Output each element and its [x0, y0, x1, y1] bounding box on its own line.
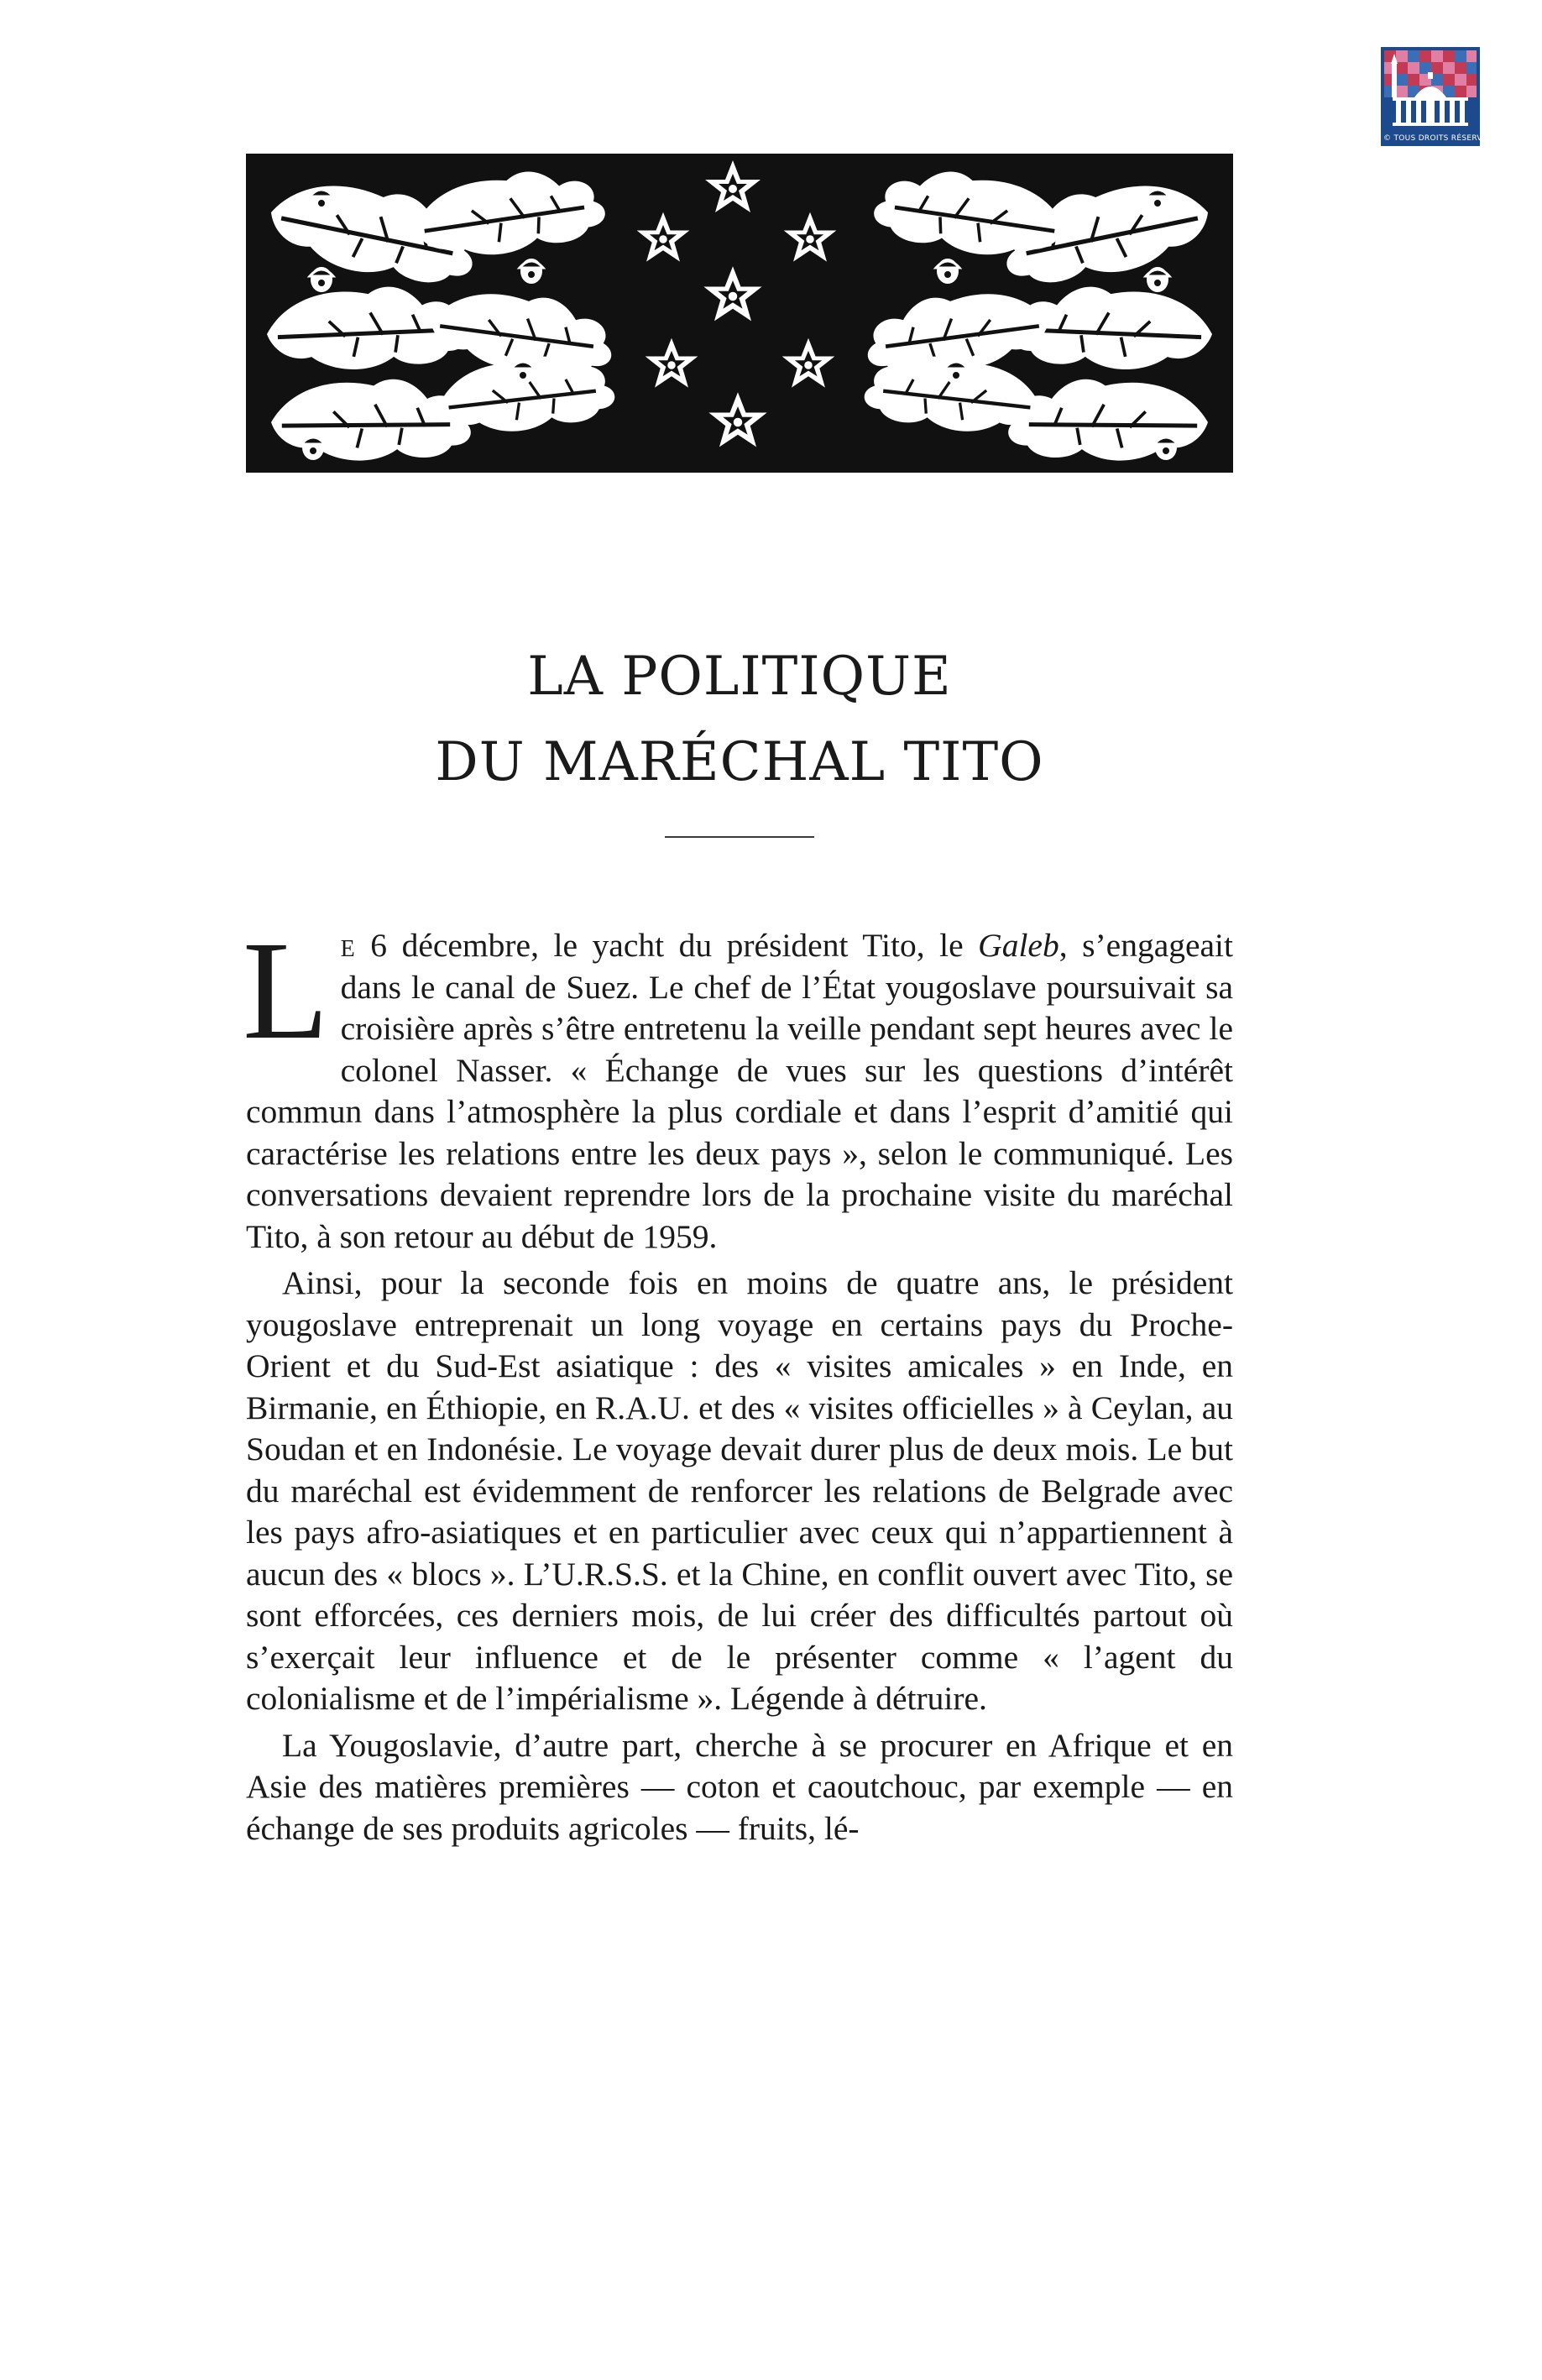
article-title	[246, 634, 1233, 805]
oak-leaves-and-stars-ornament-icon	[246, 154, 1233, 473]
yacht-name: Galeb	[978, 927, 1059, 964]
paragraph-2: Ainsi, pour la seconde fois en moins de quatre ans, le président yougoslave entreprenait un long voyage en certains pays du Proche-Orient et du Sud-Est asiatique : des « visites amicales » en Inde, en Birmanie, en Éthiopie, en R.A.U. et des « visites officielles » à Ceylan, au Soudan et en Indonésie. Le voyage devait durer plus de deux mois. Le but du maréchal est évidemment de renforcer les relations de Belgrade avec les pays afro-asiatiques et en particulier avec ceux qui n’appartiennent à aucun des « blocs ». L’U.R.S.S. et la Chine, en conflit ouvert avec Tito, se sont efforcées, ces derniers mois, de lui créer des difficultés partout où s’exerçait leur influence et de le présenter comme « l’agent du colonialisme et de l’impérialisme ». Légende à détruire.	[246, 1264, 1233, 1717]
paragraph-3: La Yougoslavie, d’autre part, cherche à se procurer en Afrique et en Asie des matières premières — coton et caoutchouc, par exemple — en échange de ses produits agricoles — fruits, lé-	[246, 1726, 1233, 1847]
paragraph-1-smallcaps: e	[340, 927, 356, 964]
title-line-2: DU MARÉCHAL TITO	[435, 731, 1044, 793]
article-body	[243, 913, 1233, 1854]
paragraph-1-text-a: 6 décembre, le yacht du président Tito, le	[355, 927, 979, 964]
paragraph-1	[243, 913, 1233, 1258]
title-divider	[665, 836, 814, 838]
title-line-1: LA POLITIQUE	[527, 646, 952, 708]
logo-caption: © TOUS DROITS RÉSERVÉS	[1383, 134, 1492, 143]
publisher-logo-icon	[1381, 47, 1492, 146]
paragraph-1-text-b: , s’engageait dans le canal de Suez. Le chef de l’État yougoslave poursuivait sa croisière après s’être entretenu la veille pendant sept heures avec le colonel Nasser. « Échange de vues sur les questions d’intérêt commun dans l’atmosphère la plus cordiale et dans l’esprit d’amitié qui caractérise les relations entre les deux pays », selon le communiqué. Les conversations devaient reprendre lors de la prochaine visite du maréchal Tito, à son retour au début de 1959.	[246, 927, 1233, 1255]
drop-cap: L	[243, 913, 329, 1069]
